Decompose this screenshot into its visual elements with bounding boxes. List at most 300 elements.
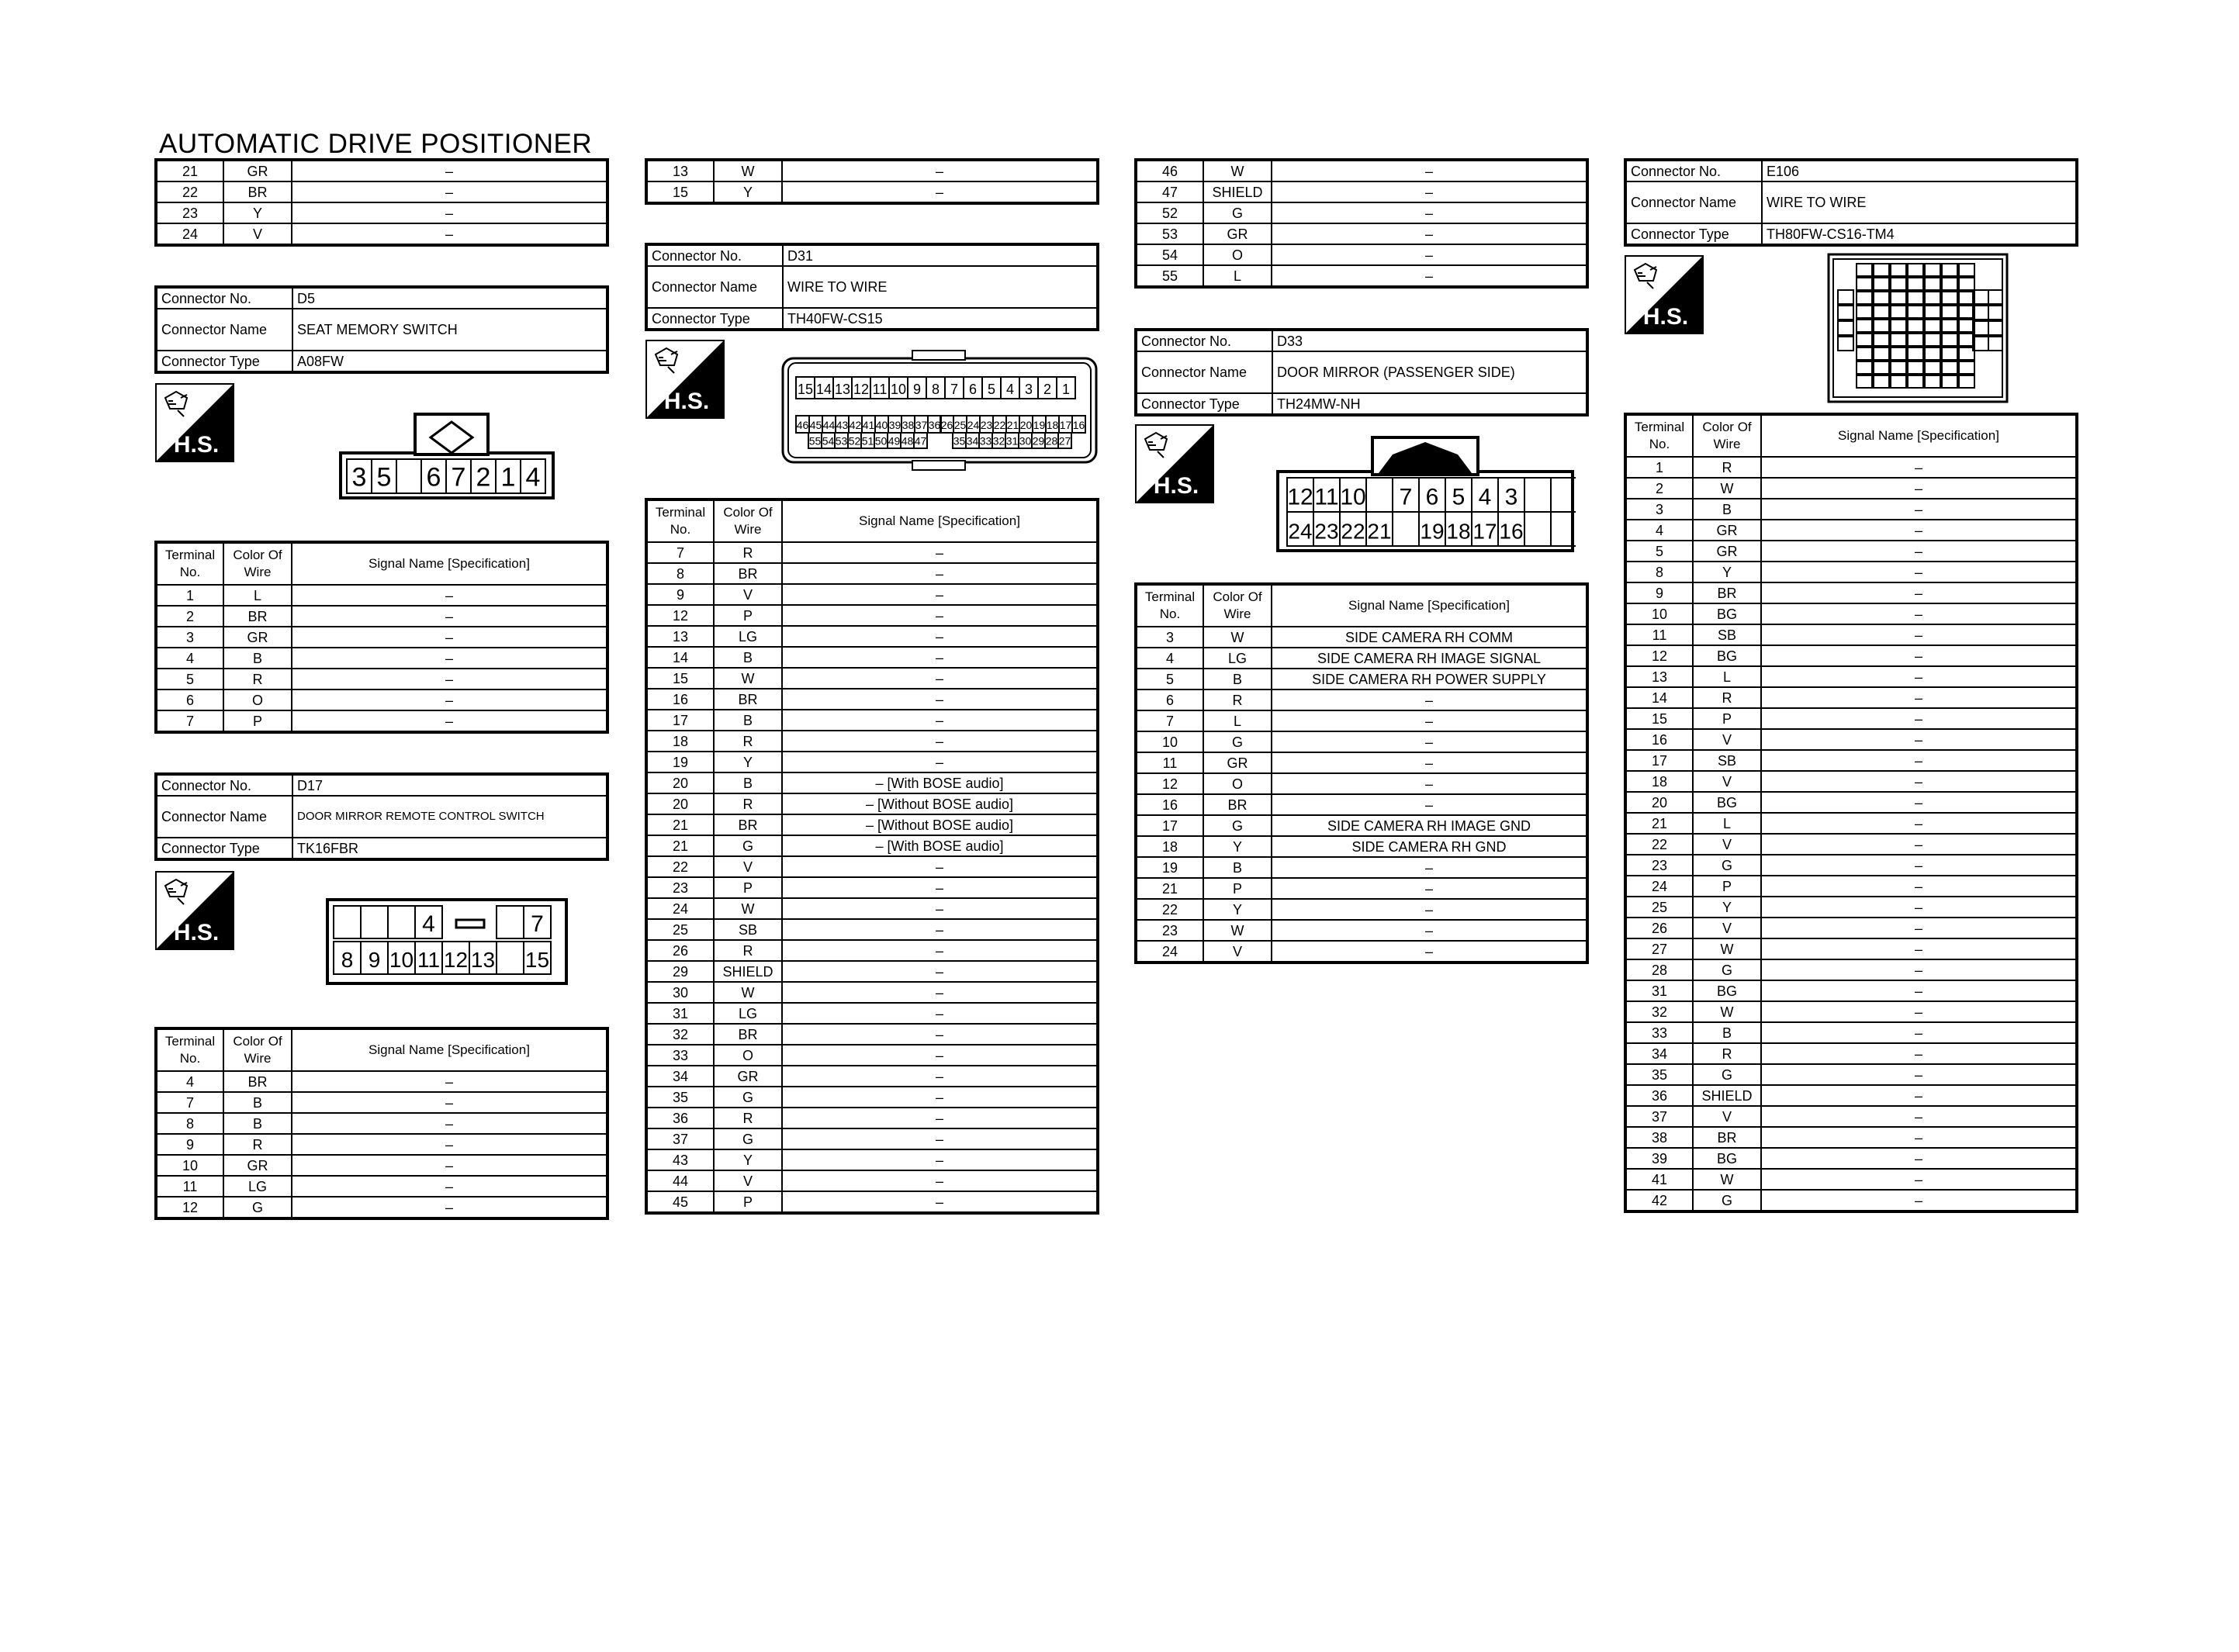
table-row [156,648,607,669]
pin [334,906,361,938]
terminal-cell: 23 [1625,855,1693,876]
pin [372,459,396,493]
pin [1857,347,1872,360]
color-cell: G [1203,202,1272,223]
terminal-cell: 24 [646,898,714,919]
table-row [156,669,607,689]
pin [1925,306,1940,318]
terminal-cell: 29 [646,961,714,982]
svg-text:49: 49 [888,434,901,448]
pin [1988,306,2002,320]
color-cell: W [714,160,782,181]
connector-d33-info [1134,328,1589,416]
pin [1058,433,1071,448]
signal-cell: – [1272,223,1587,244]
terminal-cell: 4 [1136,648,1203,669]
svg-text:7: 7 [531,911,544,937]
hs-icon [1624,254,1704,339]
color-cell: B [223,1113,292,1134]
connector-d17-info [154,772,609,861]
terminal-cell: 11 [1136,752,1203,773]
signal-cell: – [1761,855,2077,876]
signal-cell: – [1761,541,2077,562]
table-row [1136,160,1587,181]
table-row [156,1092,607,1113]
color-cell: G [1693,855,1761,876]
color-cell: B [714,710,782,731]
signal-cell: – [782,752,1098,772]
pin [815,377,833,399]
connector-d33-diagram [1276,436,1576,558]
terminal-cell: 7 [156,1092,223,1113]
signal-cell: – [1761,582,2077,603]
pin [1874,347,1889,360]
pin [1908,334,1923,346]
pin [1498,478,1524,512]
table-row [1136,689,1587,710]
terminal-cell: 33 [646,1045,714,1066]
pin [874,433,888,448]
pin [822,433,835,448]
table-row [156,710,607,732]
pin [796,416,809,433]
svg-text:5: 5 [376,462,392,492]
hs-label: H.S. [173,920,220,945]
table-row [1625,562,2077,582]
color-cell: P [714,877,782,898]
pin [1857,292,1872,304]
table-row [646,835,1098,856]
color-cell: BR [223,1071,292,1092]
svg-text:32: 32 [992,434,1005,448]
color-cell: W [1693,938,1761,959]
terminal-cell: 27 [1625,938,1693,959]
table-row [646,1066,1098,1087]
table-row [1136,857,1587,878]
terminal-cell: 37 [1625,1106,1693,1127]
table-row [1625,1127,2077,1148]
color-cell: G [1203,731,1272,752]
table-row [646,1128,1098,1149]
pin [415,906,442,938]
pin [388,942,415,974]
color-cell: W [714,898,782,919]
terminal-cell: 21 [646,814,714,835]
signal-cell: – [782,1108,1098,1128]
signal-cell: – [1761,980,2077,1001]
svg-text:28: 28 [1045,434,1058,448]
pin [1891,375,1906,388]
pin [809,416,822,433]
svg-text:30: 30 [1019,434,1032,448]
header-terminal: Terminal No. [156,1028,223,1071]
svg-text:4: 4 [1005,381,1015,397]
color-cell: R [714,542,782,563]
svg-text:12: 12 [853,381,870,397]
signal-cell: – [292,689,607,710]
color-cell: BR [223,181,292,202]
color-cell: G [1203,815,1272,836]
connector-d17-diagram [326,898,569,990]
connector-no-value: D33 [1272,330,1587,351]
terminal-cell: 3 [1625,499,1693,520]
table-row [156,1155,607,1176]
terminal-cell: 33 [1625,1022,1693,1043]
pin [1925,334,1940,346]
pin [1891,334,1906,346]
table-row [1136,669,1587,689]
svg-text:20: 20 [1019,419,1033,432]
pin [334,942,361,974]
terminal-cell: 12 [1136,773,1203,794]
terminal-cell: 45 [646,1191,714,1213]
pin [1908,320,1923,332]
connector-type-label: Connector Type [156,351,292,372]
signal-cell: – [1272,878,1587,899]
terminal-cell: 19 [646,752,714,772]
color-cell: W [1693,478,1761,499]
signal-cell: – [1761,520,2077,541]
color-cell: V [223,223,292,245]
pin [901,433,914,448]
table-row [1136,648,1587,669]
header-color: Color Of Wire [1693,414,1761,457]
table-row [1625,855,2077,876]
pin [1366,512,1393,546]
connector-name-value: WIRE TO WIRE [783,266,1098,308]
terminal-cell: 23 [156,202,223,223]
pin [1959,264,1974,276]
terminal-cell: 9 [646,584,714,605]
signal-cell: – [782,160,1098,181]
terminal-cell: 53 [1136,223,1203,244]
pin [1059,416,1072,433]
header-signal: Signal Name [Specification] [292,1028,607,1071]
pin [442,942,469,974]
pin [1988,337,2002,351]
table-row [646,1191,1098,1213]
color-cell: O [223,689,292,710]
color-cell: LG [714,1003,782,1024]
pin [446,459,471,493]
terminal-cell: 24 [156,223,223,245]
pin [1874,278,1889,290]
terminal-cell: 14 [1625,687,1693,708]
table-row [156,160,607,181]
table-row [646,710,1098,731]
connector-name-label: Connector Name [646,266,783,308]
signal-cell: – [1272,160,1587,181]
svg-text:51: 51 [861,434,874,448]
color-cell: GR [1203,223,1272,244]
pin [1838,306,1853,320]
color-cell: BR [1693,1127,1761,1148]
pin [1891,292,1906,304]
terminal-cell: 7 [156,710,223,732]
signal-cell: – [1761,771,2077,792]
connector-d31-info [645,243,1099,331]
table-row [646,752,1098,772]
signal-cell: SIDE CAMERA RH POWER SUPPLY [1272,669,1587,689]
signal-cell: – [1761,729,2077,750]
pin [1019,377,1038,399]
pin [992,433,1005,448]
terminal-cell: 25 [1625,897,1693,918]
connector-no-label: Connector No. [1625,160,1762,181]
pin [1959,361,1974,374]
pin [1838,321,1853,335]
pin [822,416,836,433]
signal-cell: – [1272,710,1587,731]
pin [1925,361,1940,374]
table-row [1625,499,2077,520]
connector-name-value: DOOR MIRROR REMOTE CONTROL SWITCH [292,796,607,838]
color-cell: V [1693,729,1761,750]
pin [915,416,928,433]
color-cell: V [1693,834,1761,855]
svg-text:37: 37 [915,419,928,432]
color-cell: R [1203,689,1272,710]
svg-text:43: 43 [836,419,849,432]
table-row [646,982,1098,1003]
color-cell: G [1693,1064,1761,1085]
color-cell: W [1693,1001,1761,1022]
hs-icon [154,382,235,467]
connector-type-value: TH80FW-CS16-TM4 [1762,223,2077,245]
svg-text:26: 26 [940,419,953,432]
svg-text:9: 9 [368,947,381,972]
table-row [646,856,1098,877]
svg-text:1: 1 [500,462,516,492]
color-cell: BG [1693,980,1761,1001]
svg-text:44: 44 [822,419,836,432]
pin [1472,512,1498,546]
connector-d31-table [645,498,1099,1215]
signal-cell: – [782,181,1098,203]
signal-cell: – [292,1113,607,1134]
connector-no-value: E106 [1762,160,2077,181]
table-row [1625,750,2077,771]
color-cell: Y [714,181,782,203]
signal-cell: – [1761,624,2077,645]
pin [1524,478,1551,512]
color-cell: G [714,1087,782,1108]
terminal-cell: 24 [1625,876,1693,897]
svg-text:21: 21 [1006,419,1019,432]
color-cell: L [1693,813,1761,834]
table-row [156,627,607,648]
svg-text:9: 9 [912,381,922,397]
color-cell: Y [1693,562,1761,582]
signal-cell: – [1272,752,1587,773]
pin [888,416,901,433]
signal-cell: – [Without BOSE audio] [782,793,1098,814]
color-cell: B [1693,1022,1761,1043]
connector-type-value: TK16FBR [292,838,607,859]
color-cell: B [1203,857,1272,878]
svg-text:15: 15 [524,947,550,972]
signal-cell: – [1761,499,2077,520]
color-cell: GR [223,1155,292,1176]
terminal-cell: 8 [646,563,714,584]
connector-d5-table [154,541,609,734]
pin [940,416,953,433]
connector-d5-diagram [339,413,556,505]
svg-text:16: 16 [1072,419,1085,432]
pin [1925,278,1940,290]
signal-cell: – [292,585,607,606]
pin [1393,512,1419,546]
svg-text:50: 50 [874,434,888,448]
svg-text:16: 16 [1499,519,1524,544]
svg-text:10: 10 [389,947,414,972]
terminal-cell: 14 [646,647,714,668]
terminal-cell: 32 [646,1024,714,1045]
table-row [646,689,1098,710]
signal-cell: – [292,160,607,181]
terminal-cell: 2 [1625,478,1693,499]
pin [1857,264,1872,276]
signal-cell: – [292,1176,607,1197]
table-row [156,585,607,606]
signal-cell: – [782,982,1098,1003]
signal-cell: – [292,1071,607,1092]
terminal-cell: 34 [646,1066,714,1087]
pin [1908,278,1923,290]
terminal-cell: 10 [1625,603,1693,624]
svg-text:7: 7 [451,462,466,492]
signal-cell: – [292,606,607,627]
signal-cell: – [782,1170,1098,1191]
pin [396,459,421,493]
pin [1891,361,1906,374]
svg-text:36: 36 [928,419,941,432]
svg-text:29: 29 [1032,434,1045,448]
pin-row [347,459,545,493]
pin [1891,347,1906,360]
terminal-cell: 19 [1136,857,1203,878]
color-cell: O [714,1045,782,1066]
hs-icon [154,870,235,955]
signal-cell: – [782,1045,1098,1066]
signal-cell: – [1761,1043,2077,1064]
pin [1393,478,1419,512]
svg-text:31: 31 [1005,434,1019,448]
pin [1874,292,1889,304]
terminal-cell: 35 [1625,1064,1693,1085]
table-row [646,961,1098,982]
signal-cell: – [292,181,607,202]
table-row [1625,938,2077,959]
signal-cell: – [Without BOSE audio] [782,814,1098,835]
signal-cell: – [1761,478,2077,499]
hs-label: H.S. [1642,304,1689,330]
table-row [156,1134,607,1155]
hs-label: H.S. [663,389,710,414]
terminal-cell: 31 [1625,980,1693,1001]
table-row [1136,202,1587,223]
terminal-cell: 17 [1136,815,1203,836]
signal-cell: – [1761,666,2077,687]
pin [1891,306,1906,318]
svg-text:25: 25 [953,419,967,432]
terminal-cell: 21 [1625,813,1693,834]
pin [1925,320,1940,332]
table-row [1136,265,1587,287]
table-row [646,1087,1098,1108]
signal-cell: – [1272,202,1587,223]
pin [1942,361,1957,374]
table-row [1625,897,2077,918]
svg-text:18: 18 [1046,419,1059,432]
svg-text:11: 11 [872,381,888,397]
table-row [646,898,1098,919]
terminal-cell: 8 [156,1113,223,1134]
pin [469,942,497,974]
header-terminal: Terminal No. [646,499,714,542]
svg-text:13: 13 [834,381,851,397]
terminal-cell: 1 [156,585,223,606]
signal-cell: SIDE CAMERA RH IMAGE GND [1272,815,1587,836]
signal-cell: – [782,877,1098,898]
pin [888,433,901,448]
pin [524,942,551,974]
signal-cell: – [292,669,607,689]
pin [1313,478,1340,512]
svg-text:7: 7 [950,381,959,397]
pin [1874,361,1889,374]
pin [1419,478,1445,512]
pin [796,377,815,399]
table-row [646,1108,1098,1128]
terminal-cell: 3 [156,627,223,648]
color-cell: V [1693,771,1761,792]
color-cell: O [1203,244,1272,265]
svg-text:21: 21 [1367,519,1392,544]
table-row [156,202,607,223]
terminal-cell: 34 [1625,1043,1693,1064]
pin [849,416,862,433]
terminal-cell: 32 [1625,1001,1693,1022]
signal-cell: – [1761,603,2077,624]
connector-name-value: WIRE TO WIRE [1762,181,2077,223]
pin [1366,478,1393,512]
table-row [646,1170,1098,1191]
table-row [1625,1169,2077,1190]
color-cell: P [223,710,292,732]
terminal-cell: 15 [646,668,714,689]
signal-cell: – [292,1134,607,1155]
terminal-cell: 22 [1625,834,1693,855]
svg-text:41: 41 [862,419,875,432]
svg-text:7: 7 [1399,484,1413,510]
header-color: Color Of Wire [223,1028,292,1071]
table-row [1625,729,2077,750]
table-row [646,584,1098,605]
terminal-cell: 16 [1625,729,1693,750]
continuation-table [154,158,609,247]
color-cell: BG [1693,792,1761,813]
table-row [156,1176,607,1197]
svg-text:10: 10 [890,381,907,397]
color-cell: B [223,648,292,669]
table-row [1625,457,2077,478]
pin [1988,321,2002,335]
terminal-cell: 44 [646,1170,714,1191]
pin [1908,264,1923,276]
table-row [646,1024,1098,1045]
signal-cell: – [292,648,607,669]
